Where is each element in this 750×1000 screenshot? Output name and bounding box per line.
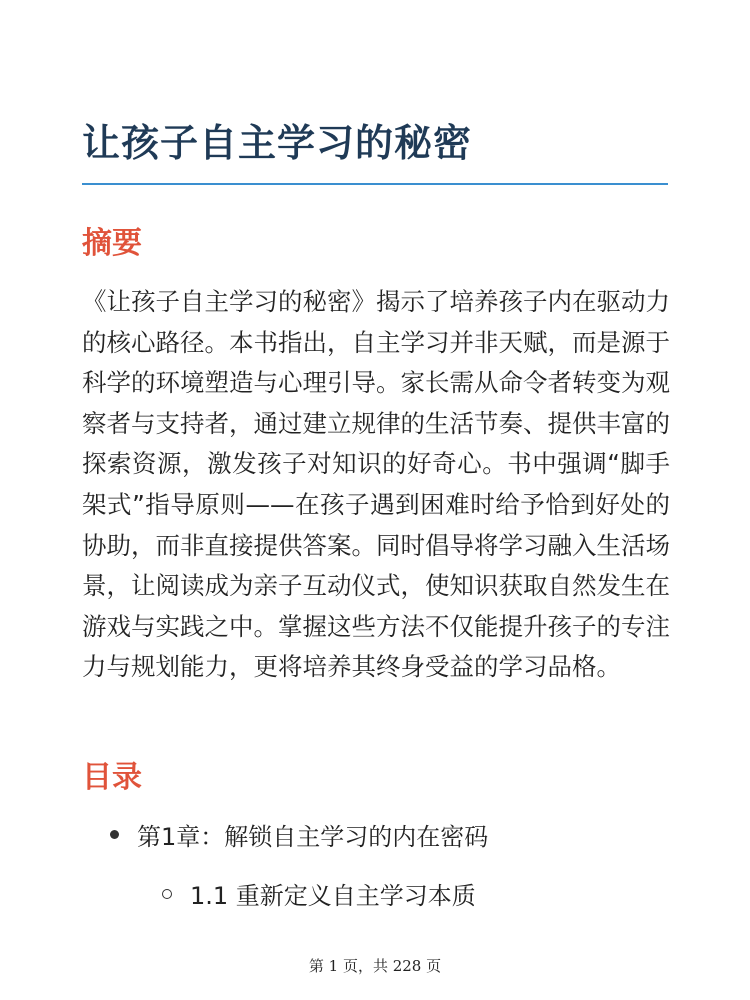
title-divider: [82, 183, 668, 185]
summary-paragraph: 《让孩子自主学习的秘密》揭示了培养孩子内在驱动力的核心路径。本书指出，自主学习并非天赋，而是源于科学的环境塑造与心理引导。家长需从命令者转变为观察者与支持者，通过建立规律的生活节奏、提供丰富的探索资源，激发孩子对知识的好奇心。书中强调“脚手架式”指导原则——在孩子遇到困难时给予恰到好处的协助，而非直接提供答案。同时倡导将学习融入生活场景，让阅读成为亲子互动仪式，使知识获取自然发生在游戏与实践之中。掌握这些方法不仅能提升孩子的专注力与规划能力，更将培养其终身受益的学习品格。: [82, 287, 670, 682]
toc-item-section-1-1[interactable]: [162, 876, 476, 911]
toc-heading: 目录: [82, 760, 142, 795]
page-number-footer: 第 1 页，共 228 页: [308, 957, 442, 975]
document-title: 让孩子自主学习的秘密: [82, 121, 473, 165]
bullet-circle-icon: [162, 889, 172, 899]
bullet-disc-icon: [110, 830, 119, 839]
toc-item-chapter-1[interactable]: [110, 817, 488, 852]
summary-heading: 摘要: [82, 226, 142, 261]
toc-item-label: 1.1 重新定义自主学习本质: [190, 882, 476, 910]
toc-item-label: 第1章：解锁自主学习的内在密码: [137, 823, 489, 851]
